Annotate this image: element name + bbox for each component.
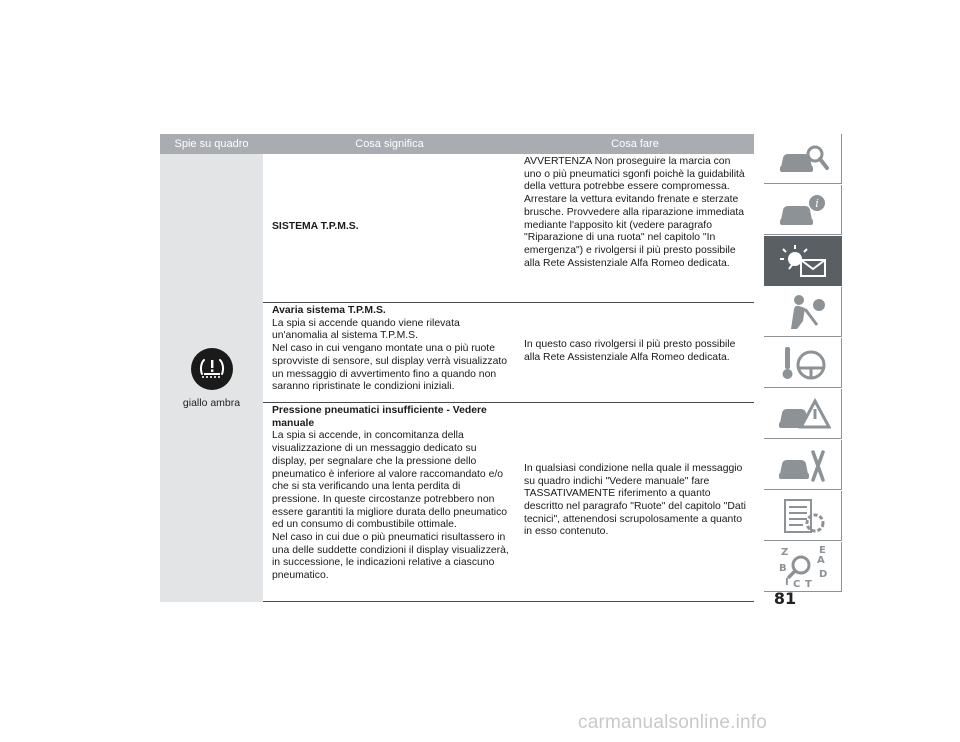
row-meaning: La spia si accende, in concomitanza della visualizzazione di un messaggio dedicato su display, per segnalare che la pressione dello pneumatico è inferiore al valore raccomandato e/o che si sta verificando una lenta perdita di pressione. In queste circostanze potrebbero non essere garantiti la migliore durata dello pneumatico ed un consumo di combustibile ottimale. Nel caso in cui due o più pneumatici risultassero in una delle suddette condizioni il display visualizzerà, in successione, le indicazioni relative a ciascuno pneumatico. — [272, 430, 509, 582]
svg-text:T: T — [804, 578, 812, 589]
header-action: Cosa fare — [611, 138, 659, 150]
row-action: In qualsiasi condizione nella quale il messaggio su quadro indichi "Vedere manuale" fare TASSATIVAMENTE riferimento a quanto descritto nel paragrafo "Ruote" del capitolo "Dati tecnici", attenendosi scrupolosamente a quanto in esso contenuto. — [524, 462, 746, 538]
watermark: carmanualsonline.info — [578, 712, 768, 733]
svg-text:A: A — [816, 554, 825, 566]
table-header — [160, 134, 754, 154]
svg-text:E: E — [818, 544, 826, 556]
car-maintenance-icon — [775, 446, 831, 484]
nav-car-search[interactable] — [764, 134, 842, 184]
nav-key-steering[interactable] — [764, 338, 842, 388]
warning-light-cell — [160, 154, 263, 602]
warning-light-message-icon — [775, 242, 831, 280]
svg-text:i: i — [814, 196, 819, 210]
nav-technical-data[interactable] — [764, 491, 842, 541]
seat-airbag-icon — [775, 293, 831, 331]
technical-data-icon — [775, 497, 831, 535]
row-action: AVVERTENZA Non proseguire la marcia con uno o più pneumatici sgonfi poichè la guidabilità della vettura potrebbe essere compromessa. Arrestare la vettura evitando frenate e sterzate brusche. Provvedere alla riparazione immediata mediante l'apposito kit (vedere paragrafo "Riparazione di una ruota" nel capitolo "In emergenza") e rivolgersi il più presto possibile alla Rete Assistenziale Alfa Romeo dedicata. — [524, 156, 745, 269]
nav-maintenance[interactable] — [764, 440, 842, 490]
header-meaning: Cosa significa — [355, 138, 424, 150]
svg-text:D: D — [818, 568, 827, 580]
warning-lights-table — [160, 134, 754, 602]
svg-text:Z: Z — [780, 546, 788, 558]
row-title: SISTEMA T.P.M.S. — [272, 220, 359, 232]
alphabetical-index-icon — [773, 545, 833, 589]
car-search-icon — [775, 141, 831, 177]
nav-alphabetical-index[interactable] — [764, 542, 842, 592]
nav-emergency[interactable] — [764, 389, 842, 439]
table-row — [263, 403, 754, 602]
chapter-navigation — [764, 134, 842, 593]
row-meaning: La spia si accende quando viene rilevata un'anomalia al sistema T.P.M.S. Nel caso in cui vengano montate una o più ruote sprovviste di sensore, sul display verrà visualizzato un messaggio di avvertimento fino a quando non saranno ripristinate le condizioni iniziali. — [272, 317, 508, 393]
nav-seat-airbag[interactable] — [764, 287, 842, 337]
table-row — [263, 303, 754, 403]
car-info-icon — [775, 192, 831, 228]
svg-text:C: C — [792, 578, 800, 589]
nav-warning-lights[interactable] — [764, 236, 842, 286]
svg-text:B: B — [778, 562, 787, 574]
car-emergency-icon — [775, 395, 831, 433]
nav-car-info[interactable] — [764, 185, 842, 235]
tire-pressure-warning-icon — [190, 347, 234, 391]
page-number: 81 — [773, 589, 797, 608]
table-row — [263, 154, 754, 303]
header-lights: Spie su quadro — [174, 138, 249, 150]
icon-color-label: giallo ambra — [182, 397, 241, 409]
svg-text:I: I — [784, 576, 789, 588]
row-action: In questo caso rivolgersi il più presto possibile alla Rete Assistenziale Alfa Romeo dedicata. — [524, 338, 736, 363]
key-steering-wheel-icon — [775, 344, 831, 382]
row-title: Avaria sistema T.P.M.S. — [272, 305, 386, 316]
row-title: Pressione pneumatici insufficiente - Vedere manuale — [272, 405, 487, 429]
